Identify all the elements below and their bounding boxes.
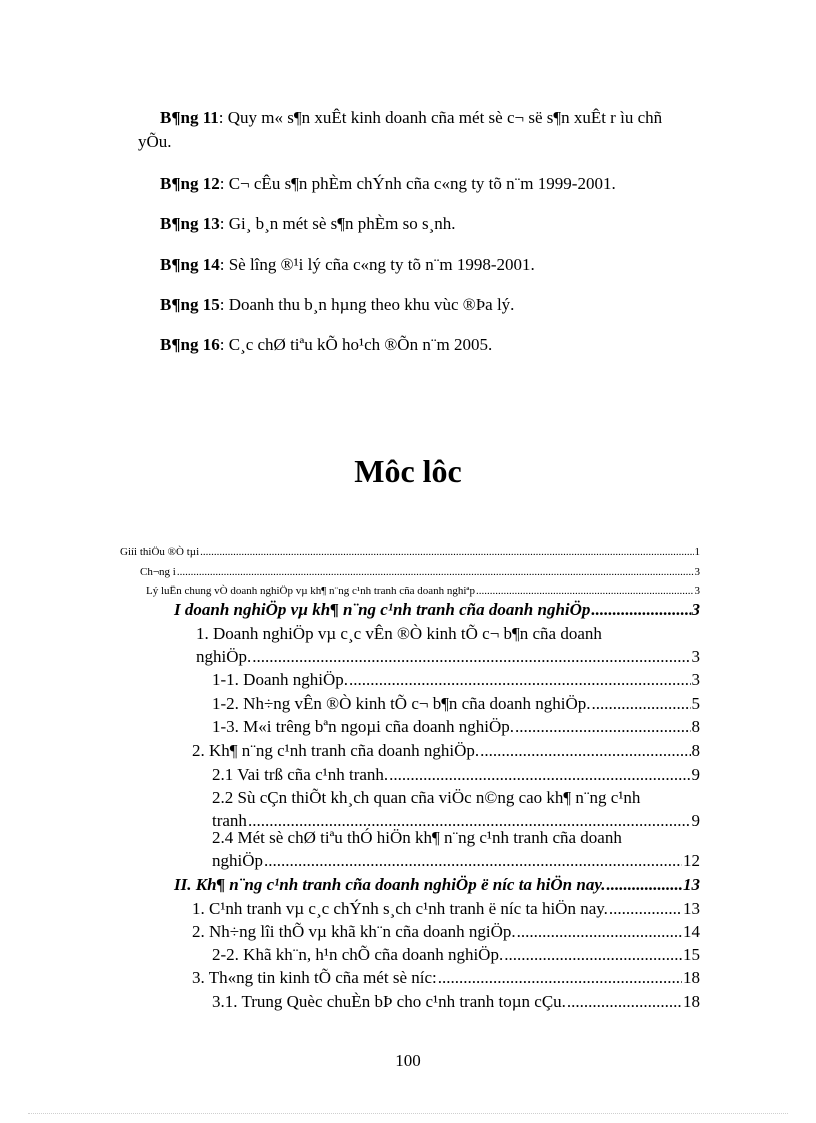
toc-entry-page: 14: [683, 922, 700, 941]
toc-entry-page: 3: [694, 566, 700, 578]
toc-entry[interactable]: [212, 693, 700, 715]
toc-entry-page: 12: [683, 851, 700, 870]
toc-entry-label-cont: nghiÖp.: [196, 647, 252, 666]
toc-entry-section[interactable]: [174, 874, 700, 896]
toc-entry[interactable]: [196, 646, 700, 668]
toc-entry-page: 3: [691, 647, 700, 666]
toc-entry-label: I doanh nghiÖp vµ kh¶ n¨ng c¹nh tranh cña doanh nghiÖp: [174, 600, 591, 619]
toc-entry-page: 13: [683, 899, 700, 918]
toc-entry-page: 5: [691, 694, 700, 713]
toc-entry-label: 2. Nh÷ng lîi thÕ vµ khã kh¨n cña doanh ngiÖp.: [192, 922, 516, 941]
toc-entry-label: 1-2. Nh÷ng vÊn ®Ò kinh tÕ c¬ b¶n cña doanh nghiÖp.: [212, 694, 591, 713]
toc-entry-label: 2. Kh¶ n¨ng c¹nh tranh cña doanh nghiÖp.: [192, 741, 480, 760]
page-bottom-rule: [28, 1113, 788, 1114]
table-caption: : Gi¸ b¸n mét sè s¶n phÈm so s¸nh.: [219, 214, 456, 233]
toc-entry-label: II. Kh¶ n¨ng c¹nh tranh cña doanh nghiÖp ë níc ta hiÖn nay.: [174, 875, 606, 894]
toc-entry-page: 1: [694, 546, 700, 558]
toc-entry-label: 3.1. Trung Quèc chuÈn bÞ cho c¹nh tranh toµn cÇu.: [212, 992, 566, 1011]
toc-entry-page: 18: [683, 992, 700, 1011]
toc-entry-label: 2.1 Vai trß cña c¹nh tranh.: [212, 765, 389, 784]
table-caption: : C¸c chØ tiªu kÕ ho¹ch ®Õn n¨m 2005.: [219, 335, 493, 354]
toc-title: Môc lôc: [354, 453, 462, 489]
toc-entry[interactable]: [192, 967, 700, 989]
toc-entry-page: 3: [691, 600, 700, 619]
table-label: B¶ng 16: [160, 335, 220, 354]
toc-entry-page: 9: [691, 811, 700, 830]
toc-entry[interactable]: [192, 898, 700, 920]
table-label: B¶ng 13: [160, 214, 220, 233]
toc-entry-page: 3: [694, 585, 700, 597]
toc-entry-label[interactable]: 2.4 Mét sè chØ tiªu thÓ hiÖn kh¶ n¨ng c¹nh tranh cña doanh: [212, 828, 622, 847]
toc-entry-label[interactable]: 2.2 Sù cÇn thiÕt kh¸ch quan cña viÖc n©ng cao kh¶ n¨ng c¹nh: [212, 788, 641, 807]
toc-entry-page: 18: [683, 968, 700, 987]
table-list-item-12: [160, 174, 700, 194]
table-caption-continued: yÕu.: [138, 132, 172, 151]
toc-entry-label: 1. C¹nh tranh vµ c¸c chÝnh s¸ch c¹nh tranh ë níc ta hiÖn nay.: [192, 899, 608, 918]
toc-entry[interactable]: [120, 545, 700, 559]
toc-entry-label: Ch¬ng i: [140, 566, 176, 578]
toc-entry-label-cont: nghiÖp: [212, 851, 263, 870]
toc-entry[interactable]: [192, 921, 700, 943]
toc-entry[interactable]: [212, 669, 700, 691]
toc-entry-label: 3. Th«ng tin kinh tÕ cña mét sè níc:: [192, 968, 437, 987]
toc-entry[interactable]: [212, 991, 700, 1013]
table-label: B¶ng 12: [160, 174, 220, 193]
table-list-item-14: [160, 255, 700, 275]
toc-entry[interactable]: [192, 740, 700, 762]
toc-entry-page: 13: [683, 875, 700, 894]
toc-entry[interactable]: [212, 716, 700, 738]
table-caption: : C¬ cÊu s¶n phÈm chÝnh cña c«ng ty tõ n¨m 1999-2001.: [219, 174, 616, 193]
table-label: B¶ng 14: [160, 255, 220, 274]
table-caption: : Quy m« s¶n xuÊt kinh doanh cña mét sè c¬ së s¶n xuÊt r ìu chñ: [218, 108, 663, 127]
toc-entry-label: 1-3. M«i trêng bªn ngoµi cña doanh nghiÖp.: [212, 717, 515, 736]
toc-entry-section[interactable]: [174, 599, 700, 621]
toc-entry-page: 3: [691, 670, 700, 689]
toc-entry[interactable]: [140, 565, 700, 579]
table-caption: : Doanh thu b¸n hµng theo khu vùc ®Þa lý.: [219, 295, 515, 314]
page-number: 100: [395, 1051, 421, 1070]
toc-entry-page: 15: [683, 945, 700, 964]
table-list-item-15: [160, 295, 700, 315]
table-label: B¶ng 11: [160, 108, 219, 127]
toc-entry-page: 8: [691, 741, 700, 760]
toc-entry-label[interactable]: 1. Doanh nghiÖp vµ c¸c vÊn ®Ò kinh tÕ c¬ b¶n cña doanh: [196, 624, 602, 643]
toc-entry[interactable]: [212, 944, 700, 966]
toc-entry-page: 8: [691, 717, 700, 736]
toc-entry[interactable]: [212, 850, 700, 872]
table-list-item-13: [160, 214, 700, 234]
table-label: B¶ng 15: [160, 295, 220, 314]
toc-entry-page: 9: [691, 765, 700, 784]
table-list-item-16: [160, 335, 700, 355]
toc-entry-label: Lý luËn chung vÒ doanh nghiÖp vµ kh¶ n¨ng c¹nh tranh cña doanh nghiªp: [146, 585, 475, 597]
toc-entry-label: 2-2. Khã kh¨n, h¹n chÕ cña doanh nghiÖp.: [212, 945, 504, 964]
toc-entry[interactable]: [146, 584, 700, 598]
table-caption: : Sè lîng ®¹i lý cña c«ng ty tõ n¨m 1998-2001.: [219, 255, 535, 274]
toc-entry-label: 1-1. Doanh nghiÖp.: [212, 670, 348, 689]
toc-entry-label: Giíi thiÖu ®Ò tµi: [120, 546, 200, 558]
table-list-item-11: [138, 108, 700, 151]
toc-entry[interactable]: [212, 764, 700, 786]
toc-entry-label-cont: tranh: [212, 811, 247, 830]
